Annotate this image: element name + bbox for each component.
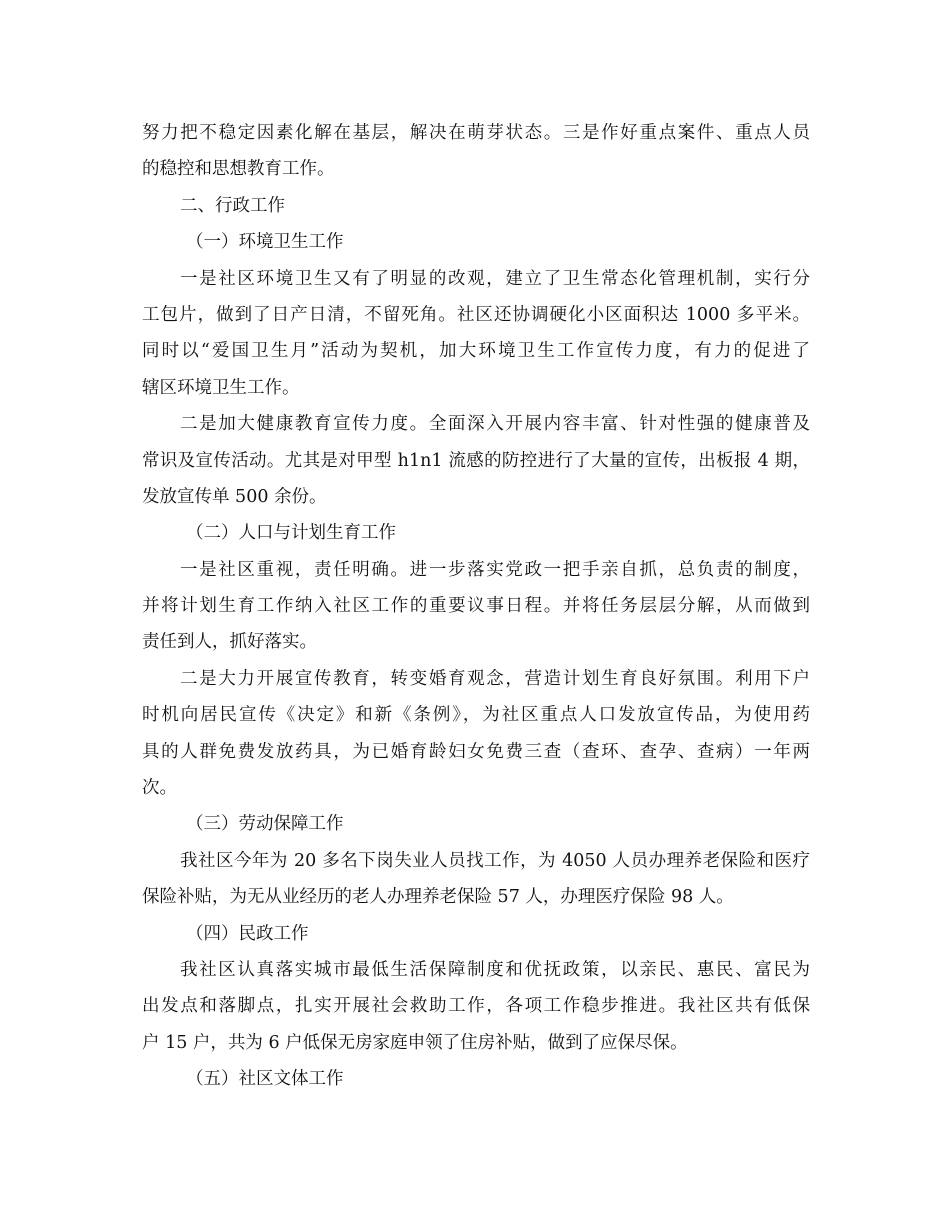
paragraph-line: 发放宣传单 500 余份。 (142, 486, 327, 507)
paragraph-line: 同时以“爱国卫生月”活动为契机，加大环境卫生工作宣传力度，有力的促进了 (142, 341, 810, 362)
paragraph-line: 努力把不稳定因素化解在基层，解决在萌芽状态。三是作好重点案件、重点人员 (142, 123, 810, 143)
paragraph-line: 工包片，做到了日产日清，不留死角。社区还协调硬化小区面积达 1000 多平米。 (142, 304, 810, 325)
paragraph-line: 我社区今年为 20 多名下岗失业人员找工作，为 4050 人员办理养老保险和医疗 (180, 850, 810, 871)
paragraph-line: 一是社区重视，责任明确。进一步落实党政一把手亲自抓，总负责的制度， (180, 559, 810, 580)
paragraph-line: 一是社区环境卫生又有了明显的改观，建立了卫生常态化管理机制，实行分 (180, 268, 810, 289)
paragraph-line: 二是加大健康教育宣传力度。全面深入开展内容丰富、针对性强的健康普及 (180, 414, 810, 435)
section-heading: 二、行政工作 (180, 195, 285, 216)
subsection-heading: （二）人口与计划生育工作 (186, 523, 396, 544)
paragraph-line: 具的人群免费发放药具，为已婚育龄妇女免费三查（查环、查孕、查病）一年两 (142, 741, 810, 762)
paragraph-line: 的稳控和思想教育工作。 (142, 159, 335, 180)
paragraph-line: 时机向居民宣传《决定》和新《条例》，为社区重点人口发放宣传品，为使用药 (142, 705, 810, 726)
subsection-heading: （三）劳动保障工作 (186, 814, 344, 835)
paragraph-line: 常识及宣传活动。尤其是对甲型 h1n1 流感的防控进行了大量的宣传，出板报 4 期， (142, 450, 810, 471)
paragraph-line: 并将计划生育工作纳入社区工作的重要议事日程。并将任务层层分解，从而做到 (142, 596, 810, 617)
document-page (142, 115, 810, 1098)
paragraph-line: 次。 (142, 778, 177, 799)
paragraph-line: 保险补贴，为无从业经历的老人办理养老保险 57 人，办理医疗保险 98 人。 (142, 887, 734, 908)
subsection-heading: （一）环境卫生工作 (186, 232, 344, 253)
paragraph-line: 出发点和落脚点，扎实开展社会救助工作，各项工作稳步推进。我社区共有低保 (142, 996, 810, 1017)
paragraph-line: 户 15 户，共为 6 户低保无房家庭申领了住房补贴，做到了应保尽保。 (142, 1032, 688, 1053)
paragraph-line: 责任到人，抓好落实。 (142, 632, 317, 653)
subsection-heading: （四）民政工作 (186, 923, 309, 944)
paragraph-line: 二是大力开展宣传教育，转变婚育观念，营造计划生育良好氛围。利用下户 (180, 668, 810, 689)
paragraph-line: 我社区认真落实城市最低生活保障制度和优抚政策，以亲民、惠民、富民为 (180, 959, 810, 980)
paragraph-line: 辖区环境卫生工作。 (142, 377, 300, 398)
subsection-heading: （五）社区文体工作 (186, 1069, 344, 1090)
